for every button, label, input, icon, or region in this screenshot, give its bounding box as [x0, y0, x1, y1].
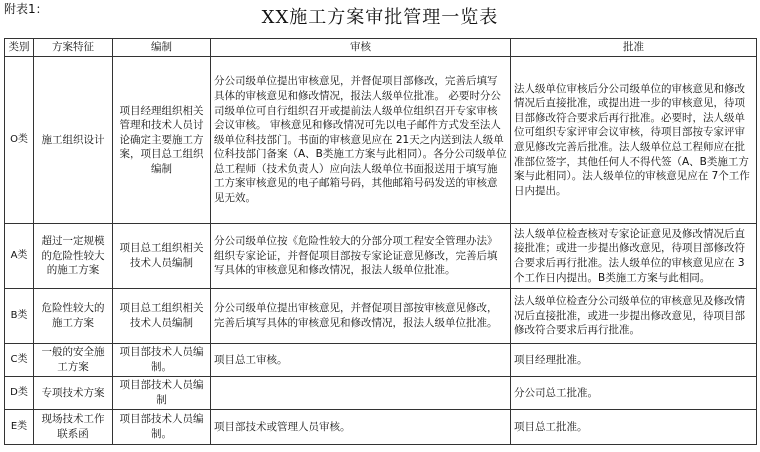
feature-cell: 超过一定规模的危险性较大的施工方案 — [34, 224, 113, 289]
review-cell: 分公司级单位提出审核意见，并督促项目部修改，完善后填写具体的审核意见和修改情况，报法人级单位批准。 必要时分公司级单位可自行组织召开或提前法人级单位组织召开专家审核会议审核。 审核意见和修改情况可先以电子邮件方式发至法人级单位科技部门。书面的审核意见应在 21天之内送到法人级单位科技部门备案（A、B类施工方案与此相同）。各分公司级单位总工程师（技术负责人）应向法人级单位书面报送用于填写施工方案审核意见的电子邮箱号码，其他邮箱号码发送的审核意见无效。 — [211, 57, 511, 224]
attachment-caption: 附表1： — [4, 2, 48, 16]
table-row-e — [5, 410, 757, 445]
table-row-o — [5, 57, 757, 224]
approve-cell: 法人级单位检查分公司级单位的审核意见及修改情况后直接批准，或进一步提出修改意见，待项目部修改符合要求后再行批准。 — [511, 289, 757, 344]
feature-cell: 危险性较大的施工方案 — [34, 289, 113, 344]
review-cell: 分公司级单位按《危险性较大的分部分项工程安全管理办法》组织专家论证，并督促项目部按专家论证意见修改，完善后填写具体的审核意见和修改情况，报法人级单位批准。 — [211, 224, 511, 289]
review-cell: 项目总工审核。 — [211, 344, 511, 377]
category-cell: E类 — [5, 410, 34, 445]
table-row-d — [5, 377, 757, 410]
page-title: XX施工方案审批管理一览表 — [261, 7, 499, 28]
review-cell: 项目部技术或管理人员审核。 — [211, 410, 511, 445]
header-compile: 编制 — [113, 39, 211, 57]
category-cell: O类 — [5, 57, 34, 224]
review-cell: 分公司级单位提出审核意见，并督促项目部按审核意见修改，完善后填写具体的审核意见和修改情况，报法人级单位批准。 — [211, 289, 511, 344]
table-header-row — [5, 39, 757, 57]
header-approve: 批准 — [511, 39, 757, 57]
approval-table — [4, 38, 757, 445]
compile-cell: 项目部技术人员编制 — [113, 377, 211, 410]
approve-cell: 项目总工批准。 — [511, 410, 757, 445]
header-feature: 方案特征 — [34, 39, 113, 57]
feature-cell: 现场技术工作联系函 — [34, 410, 113, 445]
category-cell: D类 — [5, 377, 34, 410]
approve-cell: 项目经理批准。 — [511, 344, 757, 377]
approve-cell: 法人级单位审核后分公司级单位的审核意见和修改情况后直接批准，或提出进一步的审核意见，待项目部修改符合要求后再行批准。必要时，法人级单位可组织专家评审会议审核，待项目部按专家评审意见修改完善后批准。法人级单位总工程师应在批准部位签字，其他任何人不得代签（A、B类施工方案与此相同）。法人级单位的审核意见应在 7个工作日内提出。 — [511, 57, 757, 224]
compile-cell: 项目部技术人员编制。 — [113, 344, 211, 377]
header-review: 审核 — [211, 39, 511, 57]
review-cell — [211, 377, 511, 410]
table-row-b — [5, 289, 757, 344]
feature-cell: 施工组织设计 — [34, 57, 113, 224]
table-row-a — [5, 224, 757, 289]
compile-cell: 项目总工组织相关技术人员编制 — [113, 224, 211, 289]
feature-cell: 一般的安全施工方案 — [34, 344, 113, 377]
compile-cell: 项目总工组织相关技术人员编制 — [113, 289, 211, 344]
approve-cell: 分公司总工批准。 — [511, 377, 757, 410]
compile-cell: 项目部技术人员编制。 — [113, 410, 211, 445]
feature-cell: 专项技术方案 — [34, 377, 113, 410]
approve-cell: 法人级单位检查核对专家论证意见及修改情况后直接批准；或进一步提出修改意见，待项目部修改符合要求后再行批准。法人级单位的审核意见应在 3个工作日内提出。B类施工方案与此相同。 — [511, 224, 757, 289]
category-cell: A类 — [5, 224, 34, 289]
header-category: 类别 — [5, 39, 34, 57]
table-row-c — [5, 344, 757, 377]
category-cell: B类 — [5, 289, 34, 344]
compile-cell: 项目经理组织相关管理和技术人员讨论确定主要施工方案，项目总工组织编制 — [113, 57, 211, 224]
category-cell: C类 — [5, 344, 34, 377]
